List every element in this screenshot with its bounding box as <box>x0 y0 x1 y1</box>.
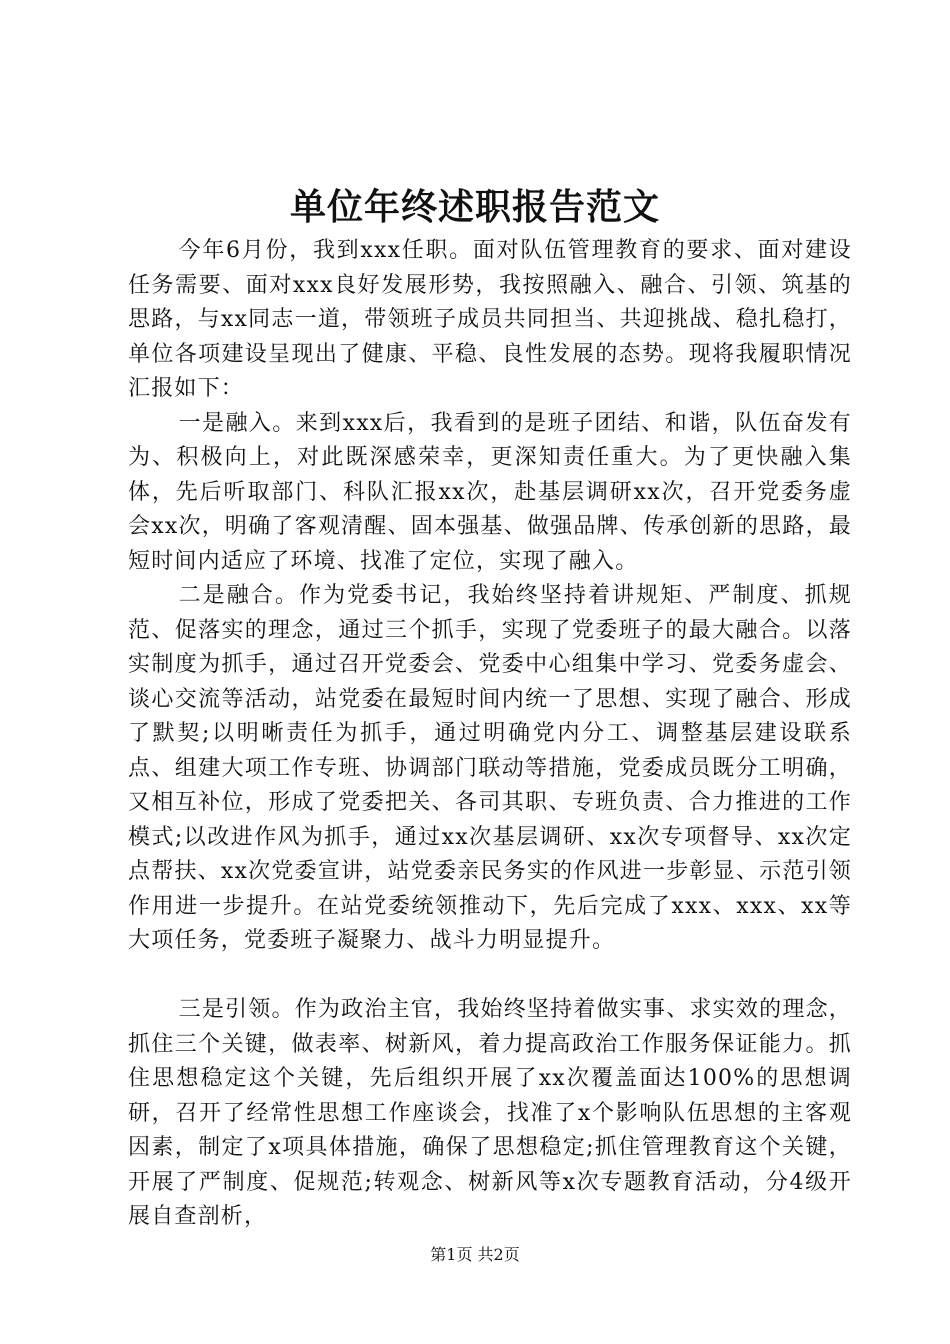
paragraph-intro: 今年6月份，我到xxx任职。面对队伍管理教育的要求、面对建设任务需要、面对xxx良好发展形势，我按照融入、融合、引领、筑基的思路，与xx同志一道，带领班子成员共同担当、共迎挑战、稳扎稳打，单位各项建设呈现出了健康、平稳、良性发展的态势。现将我履职情况汇报如下： <box>128 238 852 401</box>
document-body <box>128 234 852 1235</box>
paragraph-fusion: 二是融合。作为党委书记，我始终坚持着讲规矩、严制度、抓规范、促落实的理念，通过三个抓手，实现了党委班子的最大融合。以落实制度为抓手，通过召开党委会、党委中心组集中学习、党委务虚会、谈心交流等活动，站党委在最短时间内统一了思想、实现了融合、形成了默契;以明晰责任为抓手，通过明确党内分工、调整基层建设联系点、组建大项工作专班、协调部门联动等措施，党委成员既分工明确，又相互补位，形成了党委把关、各司其职、专班负责、合力推进的工作模式;以改进作风为抓手，通过xx次基层调研、xx次专项督导、xx次定点帮扶、xx次党委宣讲，站党委亲民务实的作风进一步彰显、示范引领作用进一步提升。在站党委统领推动下，先后完成了xxx、xxx、xx等大项任务，党委班子凝聚力、战斗力明显提升。 <box>128 583 852 953</box>
paragraph-leadership: 三是引领。作为政治主官，我始终坚持着做实事、求实效的理念，抓住三个关键，做表率、树新风，着力提高政治工作服务保证能力。抓住思想稳定这个关键，先后组织开展了xx次覆盖面达100%的思想调研，召开了经常性思想工作座谈会，找准了x个影响队伍思想的主客观因素，制定了x项具体措施，确保了思想稳定;抓住管理教育这个关键，开展了严制度、促规范;转观念、树新风等x次专题教育活动，分4级开展自查剖析， <box>128 997 852 1229</box>
page-number-footer: 第1页 共2页 <box>430 1245 520 1264</box>
paragraph-integration: 一是融入。来到xxx后，我看到的是班子团结、和谐，队伍奋发有为、积极向上，对此既深感荣幸，更深知责任重大。为了更快融入集体，先后听取部门、科队汇报xx次，赴基层调研xx次，召开党委务虚会xx次，明确了客观清醒、固本强基、做强品牌、传承创新的思路，最短时间内适应了环境、找准了定位，实现了融入。 <box>128 410 852 574</box>
document-title: 单位年终述职报告范文 <box>289 186 660 228</box>
